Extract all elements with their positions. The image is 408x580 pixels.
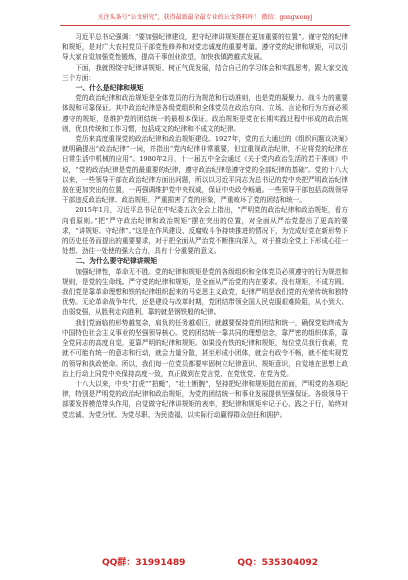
document-body (62, 32, 348, 420)
body-paragraph: 我们党面临的形势越复杂，肩负的任务越艰巨，就越要保持党的团结和统一，确保党始终成为中国特色社会主义事业的坚强领导核心。党的团结统一靠共同的理想信念，靠严密的组织体系，靠全党同志的高度自觉，更靠严明的纪律和规矩。如果没有铁的纪律和规矩，每位党员我行我素，党就不可能有统一的意志和行动，就会力量分散，甚至形成小团体，就会有政令不畅，就不能实现党的领导和执政使命。所以，我们每一位党员都要牢固树立纪律意识、规矩意识，自觉地在思想上政治上行动上同党中央保持高度一致，真正做到在党言党、在党忧党、在党为党。 (62, 318, 348, 378)
body-paragraph: 习近平总书记强调：“要加强纪律建设，把守纪律讲规矩摆在更加重要的位置”。谨守党的纪律和规矩，是对广大农村党员干部党性修养和对党忠诚度的重要考量。遵守党的纪律和规矩，可以引导大家自觉加强党性锻炼，提高干事创业欲望，加快我镇跨越式发展。 (62, 33, 348, 62)
footer (62, 555, 348, 568)
body-paragraph: 党的政治纪律和政治规矩是全体党员的行为规范和行动准则，也是党的凝聚力、战斗力的重要体现和可靠保证。其中政治纪律是各级党组织和全体党员在政治方向、立场、言论和行为方面必须遵守的规矩，是维护党的团结统一的最根本保证。政治规矩是党在长期实践过程中形成的政治规则，优良传统和工作习惯，包括成文的纪律和不成文的纪律。 (62, 94, 348, 133)
top-banner: 关注头条号“公文研究”，获得最新最全最专业的公文资料库！ 微信：gongwenyj (97, 14, 313, 21)
body-paragraph: 十八大以来，中央“打虎”“拍蝇”，“壮士断腕”，坚持把纪律和规矩挺在前面，严明党的各项纪律，特别是严明党的政治纪律和政治规矩，为党的团结统一和事业发展提供坚强保证。各级领导干部要发挥模范带头作用，自觉做守纪律讲规矩的表率，把纪律和规矩牢记于心、践之于行，始终对党忠诚、为党分忧、为党尽职、为民造福，以实际行动赢得群众信任和拥护。 (62, 379, 348, 419)
body-paragraph: 2015年1月，习近平总书记在中纪委五次全会上指出，“严明党的政治纪律和政治规矩，看方向看原则。”把“严守政治纪律和政治规矩”摆在突出的位置，对全面从严治党提出了更高的要求，“讲规矩、守纪律”。”这是在作风建设、反腐败斗争持续推进的情况下，为完成好党在新形势下的历史任务而提出的重要要求，对于把全面从严治党不断推向深入，对于推动全党上下形成心往一处想、劲往一处使的强大合力，具有十分重要的意义。 (62, 206, 348, 256)
footer-qq-group: QQ群：31991489 (102, 558, 186, 568)
body-paragraph: 加强纪律性，革命无不胜。党的纪律和规矩是党的各级组织和全体党员必须遵守的行为规范和规则，是党的生命线。严守党的纪律和规矩，是全面从严治党的内在要求。没有规矩，不成方圆。我们党是靠革命理想和铁的纪律组织起来的马克思主义政党，纪律严明是我们党的光荣传统和独特优势。无论革命战争年代，还是建设与改革时期，党团结带领全国人民克服艰难险阻，从小到大、由弱变强，从胜利走向胜利，靠的就是钢铁般的纪律。 (62, 267, 348, 317)
body-paragraph: 党历来高度重视党的政治纪律和政治规矩建设。1927年，党的五大通过的《组织问题议决案》就明确提出“政治纪律”一词，并指出“党内纪律非常重要，但宜重视政治纪律，不应将党的纪律在日常生活中机械的应用”。1980年2月，十一届五中全会通过《关于党内政治生活的若干准则》中说，“党的政治纪律是党的最重要的纪律，遵守政治纪律是遵守党的全部纪律的基础”。党的十八大以来，一些领导干部在政治纪律方面出问题，所以以习近平同志为总书记的党中央把严明政治纪律放在更加突出的位置，一再强调维护党中央权威，保证中央政令畅通。一些领导干部包括高级领导干部违反政治纪律、政治规矩，严重损害了党的形象，严重败坏了党的团结和统一。 (62, 135, 348, 205)
section-heading: 一、什么是纪律和规矩 (75, 84, 144, 93)
section-heading: 二、为什么要守纪律讲规矩 (75, 257, 158, 266)
footer-qq: QQ：535304092 (237, 558, 318, 568)
body-paragraph: 下面，我就围绕守纪律讲规矩、树正气促发展，结合自己的学习体会和实践思考，跟大家交流三个方面： (62, 63, 348, 82)
banner-divider (60, 25, 350, 26)
